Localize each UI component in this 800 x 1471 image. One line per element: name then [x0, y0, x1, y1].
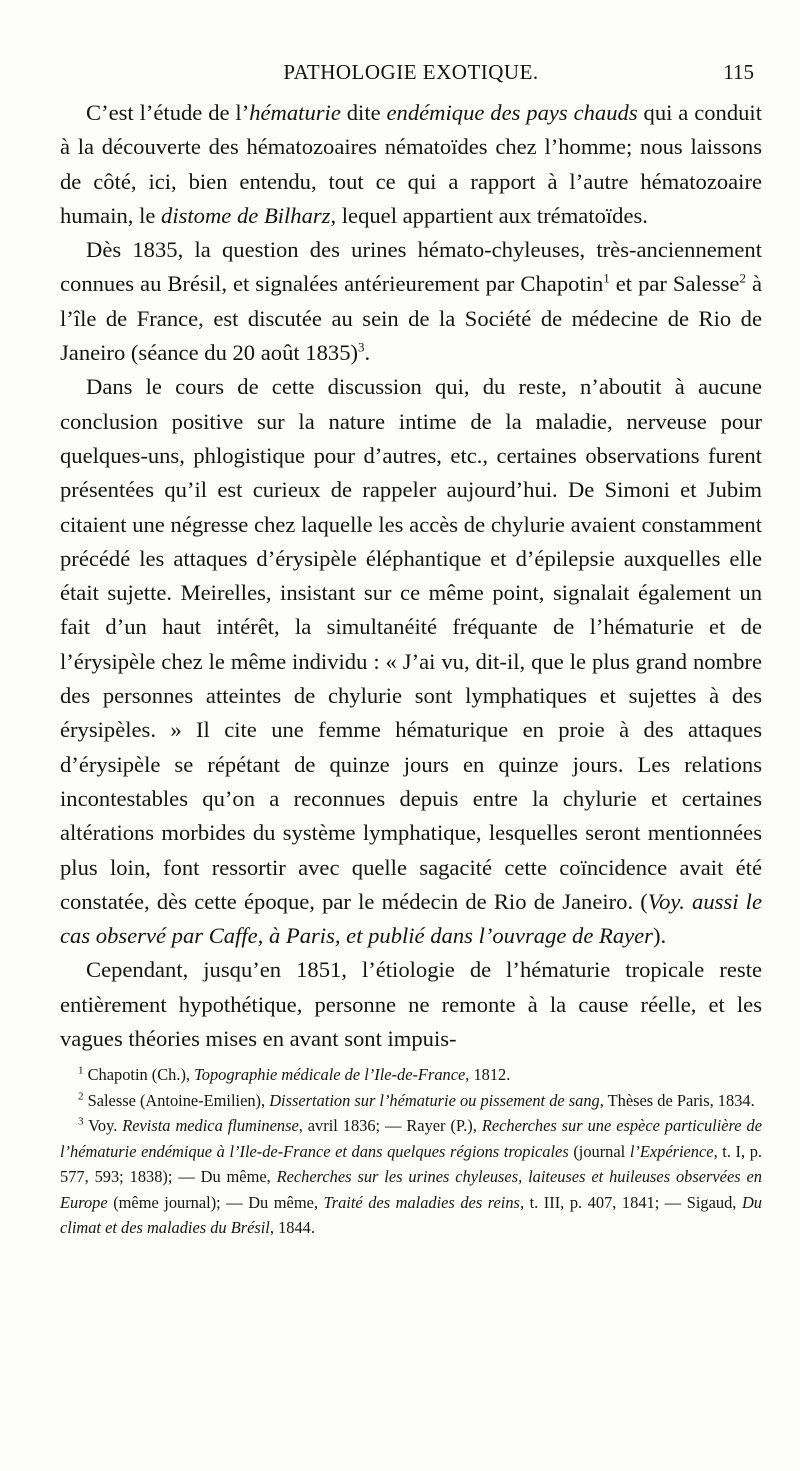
footnotes	[60, 1062, 762, 1241]
italic-text: Revista medica fluminense	[122, 1116, 299, 1136]
italic-text: Recherches sur une espèce particulière de l’hématurie endémique à l’Ile-de-France et dans quelques régions tropicales	[60, 1116, 762, 1161]
footnote-ref: 3	[78, 1115, 84, 1128]
text-run: , lequel appartient aux trématoïdes.	[330, 202, 648, 228]
running-title: PATHOLOGIE EXOTIQUE.	[283, 60, 539, 84]
text-run: .	[364, 340, 371, 366]
text-run: Dès 1835, la question des urines hémato-chyleuses, très-anciennement connues au Brésil, et signalées antérieurement par Chapotin	[60, 237, 762, 297]
text-run: , t. III, p. 407, 1841; — Sigaud,	[519, 1192, 742, 1212]
page-number: 115	[723, 60, 754, 84]
footnote-ref: 2	[78, 1090, 84, 1103]
footnote-ref: 3	[358, 339, 365, 355]
text-run: C’est l’étude de l’	[86, 100, 250, 125]
footnote-ref: 1	[603, 270, 610, 286]
text-run: Salesse (Antoine-Emilien),	[83, 1090, 270, 1110]
italic-text: Voy. aussi le cas observé par Caffe, à Paris, et publié dans l’ouvrage de Rayer	[60, 888, 762, 949]
paragraph	[60, 96, 762, 233]
text-run: (même journal); — Du même,	[107, 1192, 324, 1212]
footnote	[60, 1113, 762, 1241]
text-run: , Thèses de Paris, 1834.	[599, 1090, 755, 1110]
italic-text: Topographie médicale de l’Ile-de-France	[194, 1065, 466, 1085]
text-run: Voy.	[83, 1116, 123, 1136]
text-run: , 1812.	[465, 1065, 511, 1085]
footnote-ref: 1	[78, 1064, 84, 1077]
text-run: Dans le cours de cette discussion qui, du reste, n’aboutit à aucune conclusion positive sur la nature intime de la maladie, nerveuse pour quelques-uns, phlogistique pour d’autres, etc., certaines observations furent présentées qu’il est curieux de rappeler aujourd’hui. De Simoni et Jubim citaient une négresse chez laquelle les accès de chylurie avaient constamment précédé les attaques d’érysipèle éléphantique et d’épilepsie auxquelles elle était sujette. Meirelles, insistant sur ce même point, signalait également un fait d’un haut intérêt, la simultanéité fréquante de l’hématurie et de l’érysipèle chez le même individu : « J’ai vu, dit-il, que le plus grand nombre des personnes atteintes de chylurie sont lymphatiques et sujettes à des érysipèles. » Il cite une femme hématurique en proie à des attaques d’érysipèle se répétant de quinze jours en quinze jours. Les relations incontestables qu’on a reconnues depuis entre la chylurie et certaines altérations morbides du système lymphatique, lesquelles seront mentionnées plus loin, font ressortir avec quelle sagacité cette coïncidence avait été constatée, dès cette époque, par le médecin de Rio de Janeiro. (	[60, 374, 762, 914]
text-run: (journal	[568, 1141, 630, 1161]
paragraph	[60, 953, 762, 1056]
italic-text: distome de Bilharz	[161, 202, 331, 228]
italic-text: Du climat et des maladies du Brésil	[60, 1192, 762, 1238]
text-run: , avril 1836; — Rayer (P.),	[298, 1116, 482, 1136]
paragraph	[60, 370, 762, 953]
italic-text: hématurie	[249, 100, 341, 125]
footnote	[60, 1062, 762, 1088]
text-run: Chapotin (Ch.),	[83, 1065, 195, 1085]
running-header	[60, 52, 762, 96]
text-run: et par Salesse	[609, 271, 740, 297]
text-run: à l’île de France, est discutée au sein de la Société de médecine de Rio de Janeiro (séance du 20 août 1835)	[60, 271, 762, 366]
text-run: dite	[340, 100, 387, 125]
italic-text: endémique des pays chauds	[386, 100, 638, 125]
text-run: , 1844.	[269, 1218, 315, 1238]
text-run: , t. I, p. 577, 593; 1838); — Du même,	[60, 1141, 762, 1187]
text-run: Cependant, jusqu’en 1851, l’étiologie de l’hématurie tropicale reste entièrement hypothétique, personne ne remonte à la cause réelle, et les vagues théories mises en avant sont impuis-	[60, 957, 762, 1052]
text-run: ).	[652, 923, 667, 949]
text-run: qui a conduit à la découverte des hématozoaires nématoïdes chez l’homme; nous laissons de côté, ici, bien entendu, tout ce qui a rapport à l’autre hématozoaire humain, le	[60, 100, 762, 228]
italic-text: Dissertation sur l’hématurie ou pissement de sang	[269, 1090, 600, 1110]
main-text	[60, 96, 762, 1056]
italic-text: Traité des maladies des reins	[323, 1192, 520, 1212]
footnote	[60, 1088, 762, 1114]
paragraph	[60, 233, 762, 370]
italic-text: Recherches sur les urines chyleuses, laiteuses et huileuses observées en Europe	[60, 1167, 762, 1212]
italic-text: l’Expérience	[629, 1141, 714, 1161]
footnote-ref: 2	[739, 270, 746, 286]
